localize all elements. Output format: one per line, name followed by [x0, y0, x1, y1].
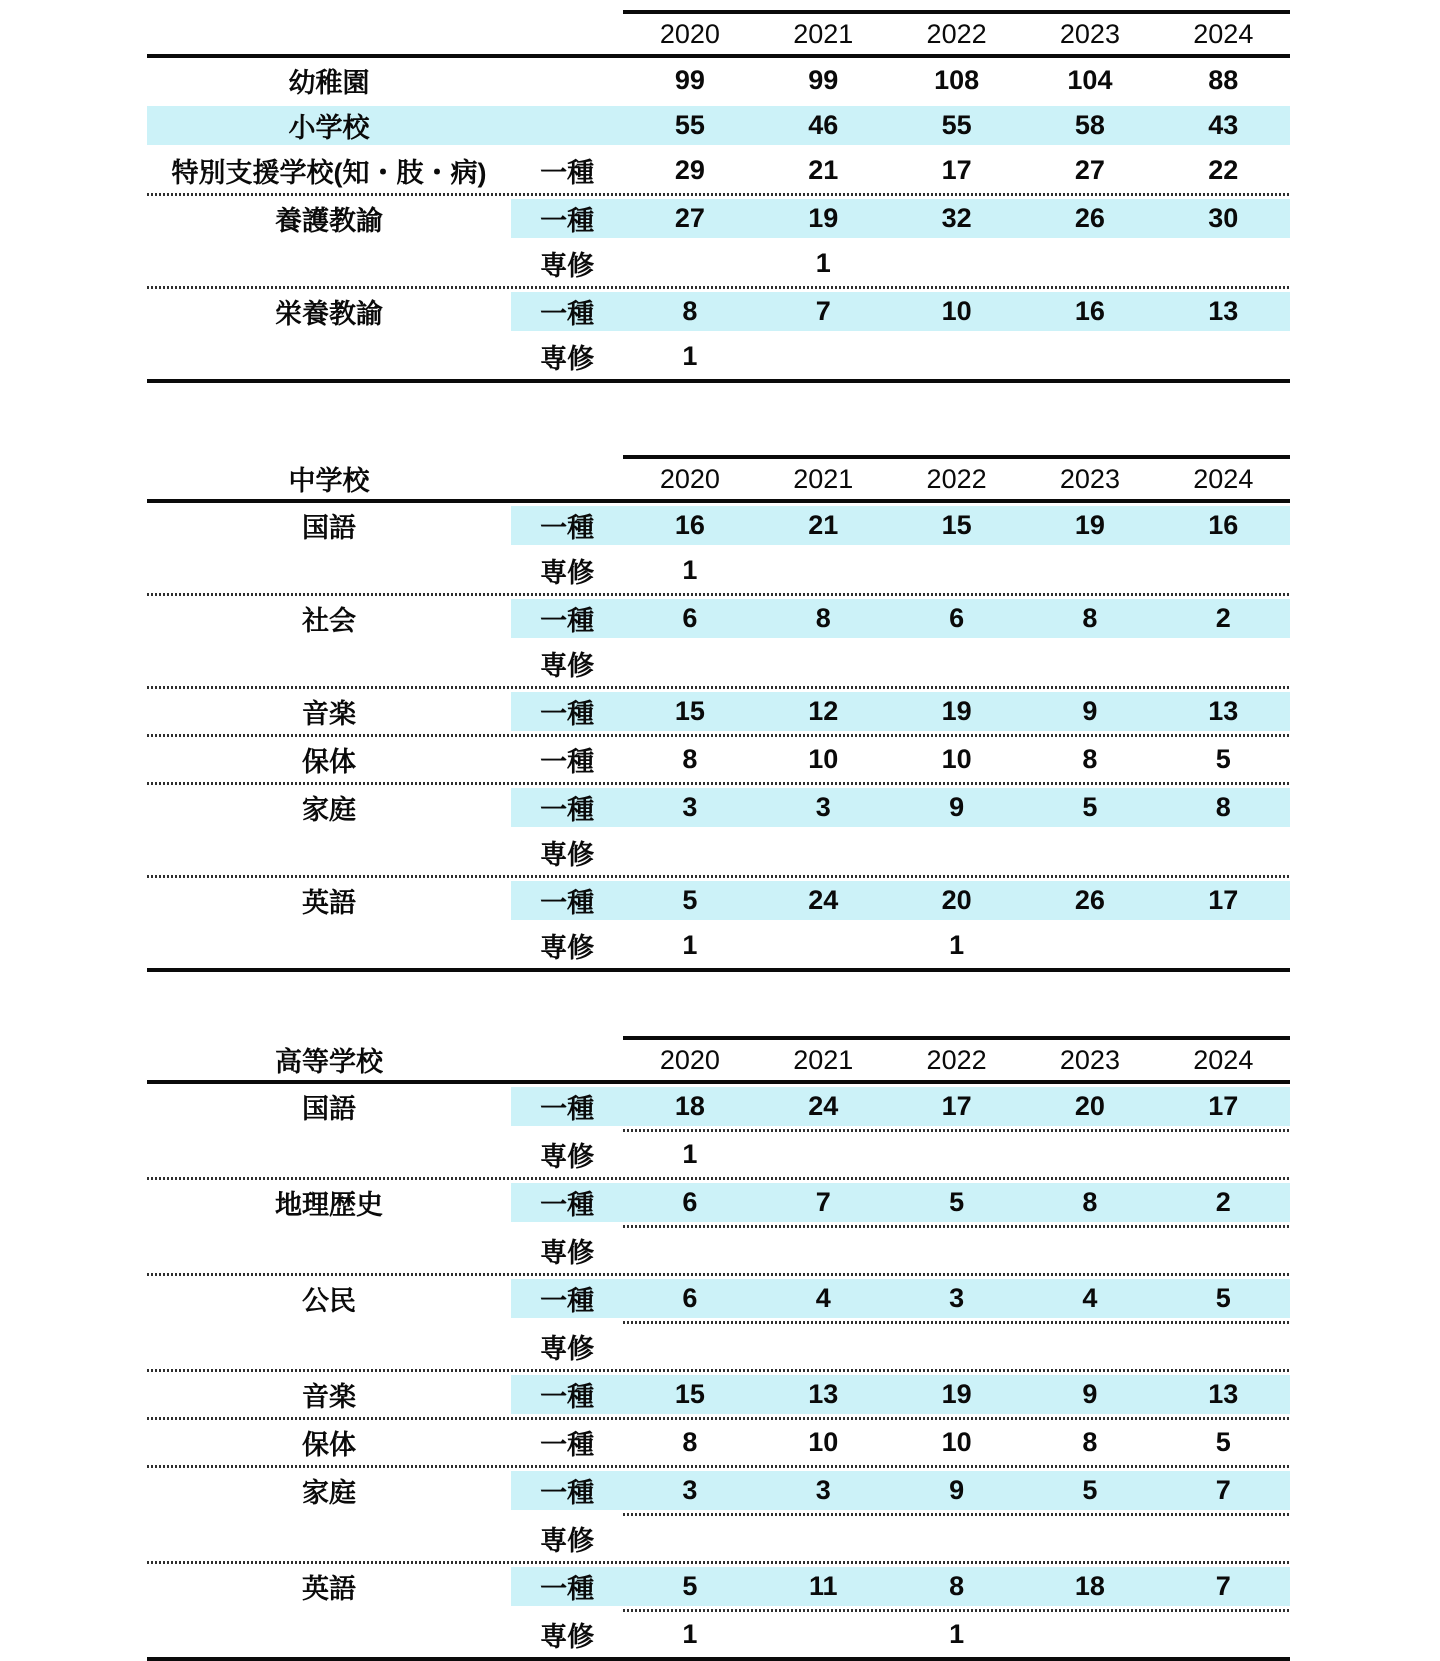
year-value — [757, 334, 890, 379]
row-type-label: 専修 — [540, 1622, 595, 1652]
year-value: 9 — [1023, 1372, 1156, 1417]
year-value — [1157, 1228, 1290, 1273]
year-value — [1023, 923, 1156, 968]
row-label — [147, 830, 511, 875]
year-value — [890, 1132, 1023, 1177]
year-value — [1157, 1516, 1290, 1561]
year-value: 3 — [623, 1468, 756, 1513]
year-value — [890, 641, 1023, 686]
table-row — [147, 923, 1290, 968]
year-value: 26 — [1023, 196, 1156, 241]
year-value: 1 — [682, 1619, 698, 1649]
year-value: 55 — [623, 103, 756, 148]
year-value: 1 — [682, 1139, 698, 1169]
row-type-label — [511, 103, 623, 148]
row-type-label: 一種 — [511, 196, 623, 241]
year-value — [623, 641, 756, 686]
year-value: 8 — [1023, 1180, 1156, 1225]
year-value — [757, 830, 890, 875]
year-value: 17 — [1157, 878, 1290, 923]
year-value — [623, 1324, 756, 1369]
year-value: 11 — [757, 1564, 890, 1609]
row-label: 地理歴史 — [274, 1190, 383, 1220]
table-row — [147, 334, 1290, 379]
year-value — [623, 830, 756, 875]
row-type-label: 一種 — [511, 878, 623, 923]
year-value: 19 — [890, 1372, 1023, 1417]
row-label: 保体 — [301, 1430, 356, 1460]
year-value: 17 — [890, 1084, 1023, 1129]
row-type-label: 一種 — [540, 747, 595, 777]
row-type-label: 専修 — [540, 1142, 595, 1172]
year-value — [623, 1228, 756, 1273]
year-value: 5 — [623, 878, 756, 923]
year-value — [890, 241, 1023, 286]
year-value: 58 — [1023, 103, 1156, 148]
table-row — [147, 503, 1290, 548]
table-row — [147, 830, 1290, 875]
year-value — [1023, 1516, 1156, 1561]
year-value: 1 — [949, 930, 965, 960]
year-value — [890, 1228, 1023, 1273]
row-type-label: 一種 — [540, 158, 595, 188]
year-value: 15 — [890, 503, 1023, 548]
year-value: 4 — [1023, 1276, 1156, 1321]
year-value: 24 — [757, 878, 890, 923]
row-label: 特別支援学校(知・肢・病) — [171, 158, 487, 188]
year-value: 7 — [1157, 1468, 1290, 1513]
year-value: 17 — [941, 155, 972, 185]
year-value: 29 — [674, 155, 705, 185]
year-value: 30 — [1157, 196, 1290, 241]
year-value — [757, 1132, 890, 1177]
year-value — [757, 923, 890, 968]
year-value: 27 — [1074, 155, 1105, 185]
row-label: 国語 — [301, 513, 356, 543]
row-label: 音楽 — [301, 699, 356, 729]
year-value: 4 — [757, 1276, 890, 1321]
year-value: 8 — [623, 289, 756, 334]
year-value: 8 — [1023, 596, 1156, 641]
row-label: 音楽 — [301, 1382, 356, 1412]
year-value — [1157, 1132, 1290, 1177]
year-value: 27 — [623, 196, 756, 241]
year-value: 15 — [623, 689, 756, 734]
row-type-label — [511, 58, 623, 103]
row-label — [147, 1612, 511, 1657]
row-label — [147, 923, 511, 968]
year-value — [623, 241, 756, 286]
year-value — [1023, 1612, 1156, 1657]
row-type-label: 一種 — [511, 503, 623, 548]
year-header: 2022 — [890, 1038, 1023, 1080]
year-value: 99 — [674, 65, 705, 95]
year-value: 18 — [1023, 1564, 1156, 1609]
year-value: 108 — [934, 65, 980, 95]
year-value: 3 — [757, 1468, 890, 1513]
year-value: 16 — [1157, 503, 1290, 548]
row-label — [147, 241, 511, 286]
year-value: 8 — [682, 744, 698, 774]
row-label — [147, 548, 511, 593]
table-row — [147, 1084, 1290, 1129]
year-value — [1157, 830, 1290, 875]
year-value: 5 — [890, 1180, 1023, 1225]
year-value — [1023, 1324, 1156, 1369]
year-value: 6 — [623, 596, 756, 641]
year-value: 13 — [757, 1372, 890, 1417]
table-title — [147, 12, 511, 54]
table-row — [147, 1372, 1290, 1417]
table-row — [147, 1612, 1290, 1657]
year-value — [757, 1516, 890, 1561]
year-value — [757, 548, 890, 593]
year-value: 10 — [890, 289, 1023, 334]
year-value: 88 — [1208, 65, 1239, 95]
row-type-label: 一種 — [511, 1084, 623, 1129]
year-header: 2021 — [757, 457, 890, 499]
row-type-label: 一種 — [511, 785, 623, 830]
year-value: 46 — [757, 103, 890, 148]
table-row — [147, 548, 1290, 593]
table-title: 中学校 — [288, 465, 370, 496]
year-value — [1157, 548, 1290, 593]
table-row — [147, 1564, 1290, 1609]
table-header-row — [147, 1038, 1290, 1080]
row-type-label: 専修 — [540, 1334, 595, 1364]
row-type-label: 一種 — [511, 596, 623, 641]
year-value: 21 — [808, 155, 839, 185]
table-row — [147, 1228, 1290, 1273]
row-label: 国語 — [301, 1094, 356, 1124]
thick-line — [147, 379, 1290, 383]
row-type-label: 一種 — [511, 1180, 623, 1225]
year-value: 1 — [815, 248, 831, 278]
year-value: 7 — [757, 289, 890, 334]
table-header-row — [147, 457, 1290, 499]
row-label — [147, 1228, 511, 1273]
year-value — [1023, 641, 1156, 686]
row-type-label: 一種 — [511, 689, 623, 734]
year-header: 2024 — [1157, 1038, 1290, 1080]
year-value: 99 — [808, 65, 839, 95]
year-header: 2024 — [1157, 457, 1290, 499]
year-value: 22 — [1208, 155, 1239, 185]
table-bottom-border — [147, 968, 1290, 972]
year-value — [1023, 334, 1156, 379]
year-value: 8 — [682, 1427, 698, 1457]
year-value: 13 — [1157, 1372, 1290, 1417]
table-row — [147, 103, 1290, 148]
table-row — [147, 148, 1290, 193]
year-value — [1023, 241, 1156, 286]
year-value — [890, 830, 1023, 875]
year-header: 2022 — [890, 457, 1023, 499]
row-label: 養護教諭 — [274, 206, 383, 236]
row-label: 英語 — [301, 888, 356, 918]
year-value — [890, 548, 1023, 593]
year-value: 7 — [1157, 1564, 1290, 1609]
year-value — [1157, 1324, 1290, 1369]
year-value: 17 — [1157, 1084, 1290, 1129]
year-header: 2022 — [890, 12, 1023, 54]
row-label: 小学校 — [147, 103, 511, 148]
year-value — [623, 1516, 756, 1561]
row-type-label: 一種 — [511, 1468, 623, 1513]
row-label — [147, 334, 511, 379]
year-value: 1 — [682, 555, 698, 585]
year-value: 2 — [1157, 1180, 1290, 1225]
table-bottom-border — [147, 1657, 1290, 1661]
table-row — [147, 1180, 1290, 1225]
year-value — [1157, 1612, 1290, 1657]
year-value: 10 — [941, 1427, 972, 1457]
table-row — [147, 737, 1290, 782]
table-row — [147, 1468, 1290, 1513]
year-value: 5 — [1157, 1276, 1290, 1321]
year-value: 2 — [1157, 596, 1290, 641]
table-row — [147, 1420, 1290, 1465]
row-label — [147, 1324, 511, 1369]
year-value — [1023, 548, 1156, 593]
row-type-label: 専修 — [540, 933, 595, 963]
row-type-label: 一種 — [511, 1372, 623, 1417]
row-type-label: 専修 — [540, 840, 595, 870]
year-value: 3 — [757, 785, 890, 830]
year-value: 5 — [1215, 744, 1231, 774]
license-table-3 — [147, 1036, 1290, 1661]
year-value — [757, 1612, 890, 1657]
year-value — [1023, 1228, 1156, 1273]
license-table-1 — [147, 10, 1290, 383]
row-type-label: 専修 — [540, 1526, 595, 1556]
year-header: 2020 — [623, 1038, 756, 1080]
type-column-header — [511, 1038, 623, 1080]
year-value: 8 — [1082, 1427, 1098, 1457]
year-value: 5 — [1023, 1468, 1156, 1513]
year-header: 2023 — [1023, 12, 1156, 54]
year-value: 8 — [1157, 785, 1290, 830]
table-row — [147, 641, 1290, 686]
year-value — [1023, 830, 1156, 875]
year-value: 21 — [757, 503, 890, 548]
row-type-label: 一種 — [511, 1564, 623, 1609]
year-value: 6 — [623, 1180, 756, 1225]
year-value: 12 — [757, 689, 890, 734]
table-header-row — [147, 12, 1290, 54]
year-value — [1157, 334, 1290, 379]
year-value: 19 — [757, 196, 890, 241]
year-value: 8 — [1082, 744, 1098, 774]
year-value: 1 — [682, 930, 698, 960]
row-type-label: 専修 — [540, 344, 595, 374]
year-value: 8 — [890, 1564, 1023, 1609]
row-type-label: 一種 — [511, 1276, 623, 1321]
year-value: 9 — [1023, 689, 1156, 734]
year-value: 5 — [1023, 785, 1156, 830]
table-row — [147, 1132, 1290, 1177]
thick-line — [147, 1657, 1290, 1661]
year-value — [757, 641, 890, 686]
year-value: 24 — [757, 1084, 890, 1129]
table-row — [147, 689, 1290, 734]
year-value — [757, 1324, 890, 1369]
table-row — [147, 196, 1290, 241]
year-value — [1157, 241, 1290, 286]
table-row — [147, 58, 1290, 103]
year-value: 10 — [808, 744, 839, 774]
year-value — [890, 1516, 1023, 1561]
year-value — [1023, 1132, 1156, 1177]
year-value: 15 — [623, 1372, 756, 1417]
year-value: 16 — [1023, 289, 1156, 334]
year-value: 3 — [890, 1276, 1023, 1321]
year-value: 55 — [890, 103, 1023, 148]
table-row — [147, 241, 1290, 286]
year-value: 7 — [757, 1180, 890, 1225]
year-header: 2020 — [623, 12, 756, 54]
type-column-header — [511, 457, 623, 499]
year-value: 10 — [941, 744, 972, 774]
year-value: 10 — [808, 1427, 839, 1457]
year-value: 26 — [1023, 878, 1156, 923]
year-value: 1 — [949, 1619, 965, 1649]
row-label — [147, 1132, 511, 1177]
year-value: 20 — [1023, 1084, 1156, 1129]
row-label — [147, 641, 511, 686]
row-type-label: 一種 — [540, 1430, 595, 1460]
table-row — [147, 596, 1290, 641]
type-column-header — [511, 12, 623, 54]
year-value: 9 — [890, 1468, 1023, 1513]
row-label: 栄養教諭 — [274, 299, 383, 329]
table-row — [147, 1276, 1290, 1321]
year-value: 32 — [890, 196, 1023, 241]
year-value: 5 — [1215, 1427, 1231, 1457]
year-header: 2020 — [623, 457, 756, 499]
year-header: 2023 — [1023, 457, 1156, 499]
table-row — [147, 1324, 1290, 1369]
year-value: 9 — [890, 785, 1023, 830]
row-label: 公民 — [301, 1286, 356, 1316]
year-value: 1 — [682, 341, 698, 371]
row-type-label: 専修 — [540, 558, 595, 588]
row-label: 社会 — [301, 606, 356, 636]
row-type-label: 専修 — [540, 651, 595, 681]
row-type-label: 専修 — [540, 251, 595, 281]
table-bottom-border — [147, 379, 1290, 383]
year-value — [1157, 923, 1290, 968]
year-value: 43 — [1157, 103, 1290, 148]
row-label: 家庭 — [301, 795, 356, 825]
year-header: 2021 — [757, 12, 890, 54]
year-value — [890, 334, 1023, 379]
year-value: 16 — [623, 503, 756, 548]
year-value: 19 — [890, 689, 1023, 734]
thick-line — [147, 968, 1290, 972]
year-header: 2024 — [1157, 12, 1290, 54]
year-header: 2021 — [757, 1038, 890, 1080]
year-value: 104 — [1067, 65, 1113, 95]
year-value — [1157, 641, 1290, 686]
year-value: 20 — [890, 878, 1023, 923]
license-table-2 — [147, 455, 1290, 972]
year-value: 18 — [623, 1084, 756, 1129]
row-label: 保体 — [301, 747, 356, 777]
year-value: 6 — [623, 1276, 756, 1321]
row-label: 家庭 — [301, 1478, 356, 1508]
year-value: 19 — [1023, 503, 1156, 548]
year-value — [890, 1324, 1023, 1369]
year-value: 13 — [1157, 289, 1290, 334]
row-label: 英語 — [301, 1574, 356, 1604]
year-value — [757, 1228, 890, 1273]
row-label — [147, 1516, 511, 1561]
table-row — [147, 1516, 1290, 1561]
year-value: 6 — [890, 596, 1023, 641]
year-value: 13 — [1157, 689, 1290, 734]
row-type-label: 専修 — [540, 1238, 595, 1268]
year-value: 5 — [623, 1564, 756, 1609]
year-value: 8 — [757, 596, 890, 641]
table-row — [147, 785, 1290, 830]
table-row — [147, 289, 1290, 334]
row-type-label: 一種 — [511, 289, 623, 334]
table-title: 高等学校 — [274, 1046, 383, 1077]
year-value: 3 — [623, 785, 756, 830]
year-header: 2023 — [1023, 1038, 1156, 1080]
row-label: 幼稚園 — [288, 68, 370, 98]
table-row — [147, 878, 1290, 923]
